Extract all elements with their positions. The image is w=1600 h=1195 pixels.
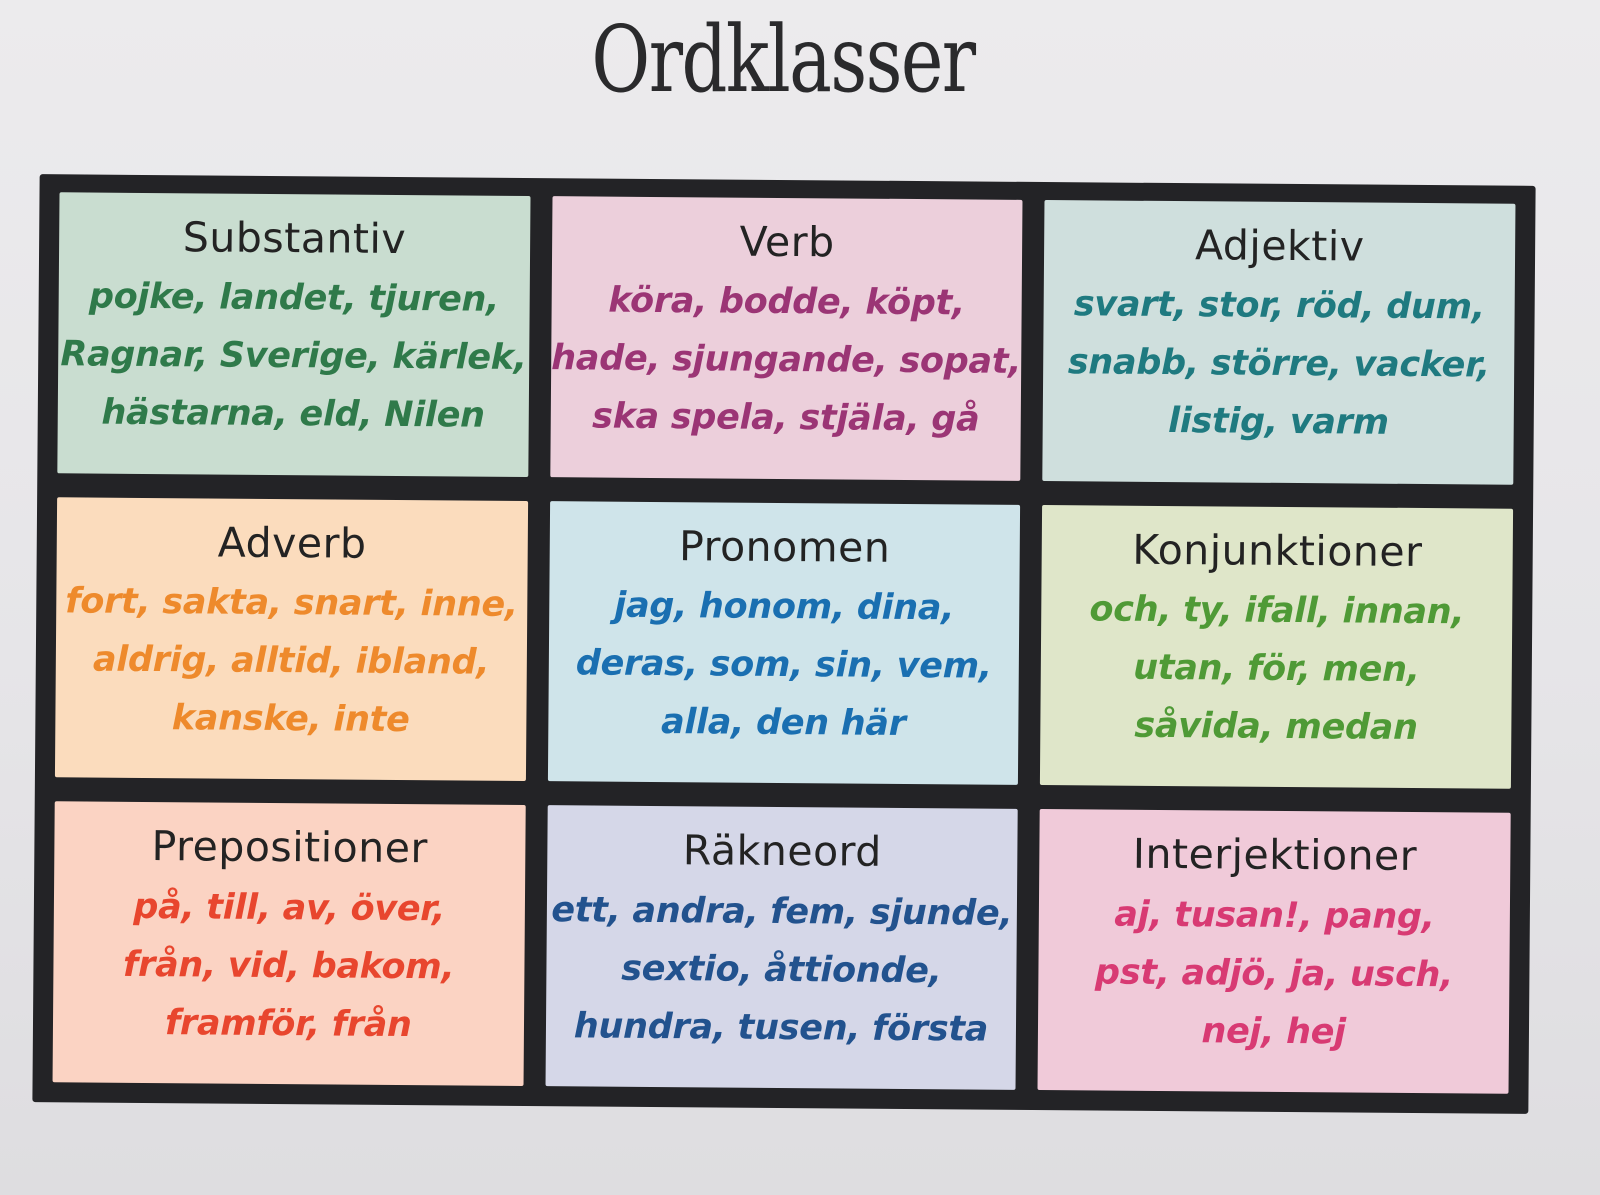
cell-heading: Konjunktioner bbox=[1132, 525, 1423, 576]
example-line: hade, sjungande, sopat, bbox=[551, 338, 1022, 383]
cell-substantiv bbox=[57, 192, 530, 476]
example-line: pst, adjö, ja, usch, bbox=[1094, 951, 1454, 995]
cell-heading: Substantiv bbox=[182, 213, 407, 264]
example-line: på, till, av, över, bbox=[133, 886, 446, 929]
example-line: sextio, åttionde, bbox=[621, 948, 942, 991]
example-line: och, ty, ifall, innan, bbox=[1089, 589, 1465, 633]
example-line: alla, den här bbox=[660, 701, 906, 744]
cell-interjektioner bbox=[1038, 809, 1511, 1093]
example-line: pojke, landet, tjuren, bbox=[88, 276, 500, 320]
example-line: aj, tusan!, pang, bbox=[1114, 894, 1435, 937]
cell-pronomen bbox=[548, 501, 1021, 785]
example-line: listig, varm bbox=[1167, 401, 1389, 443]
cell-verb bbox=[550, 196, 1023, 480]
example-line: såvida, medan bbox=[1134, 705, 1418, 748]
word-class-grid bbox=[53, 192, 1516, 1093]
example-line: deras, som, sin, vem, bbox=[575, 643, 993, 687]
example-line: ett, andra, fem, sjunde, bbox=[551, 889, 1013, 934]
cell-rakneord bbox=[545, 805, 1018, 1089]
cell-heading: Räkneord bbox=[682, 826, 883, 877]
example-line: utan, för, men, bbox=[1133, 647, 1420, 690]
example-line: nej, hej bbox=[1201, 1010, 1346, 1052]
word-class-board bbox=[32, 174, 1535, 1114]
example-line: från, vid, bakom, bbox=[122, 944, 455, 987]
example-line: svart, stor, röd, dum, bbox=[1073, 284, 1485, 328]
cell-heading: Prepositioner bbox=[151, 822, 428, 873]
cell-adjektiv bbox=[1043, 200, 1516, 484]
example-line: köra, bodde, köpt, bbox=[608, 280, 966, 324]
example-line: fort, sakta, snart, inne, bbox=[65, 581, 519, 625]
cell-adverb bbox=[55, 497, 528, 781]
example-line: framför, från bbox=[164, 1002, 412, 1045]
example-line: snabb, större, vacker, bbox=[1067, 342, 1491, 386]
cell-heading: Adjektiv bbox=[1194, 221, 1365, 271]
cell-heading: Verb bbox=[739, 217, 835, 267]
example-line: aldrig, alltid, ibland, bbox=[92, 639, 490, 683]
page-title: Ordklasser bbox=[591, 6, 975, 113]
cell-konjunktioner bbox=[1040, 505, 1513, 789]
example-line: jag, honom, dina, bbox=[614, 585, 955, 629]
cell-prepositioner bbox=[53, 802, 526, 1086]
cell-heading: Interjektioner bbox=[1132, 830, 1418, 881]
cell-heading: Adverb bbox=[217, 518, 367, 568]
example-line: hundra, tusen, första bbox=[573, 1005, 989, 1050]
example-line: ska spela, stjäla, gå bbox=[591, 396, 980, 440]
example-line: Ragnar, Sverige, kärlek, bbox=[60, 334, 527, 379]
example-line: hästarna, eld, Nilen bbox=[101, 392, 485, 436]
example-line: kanske, inte bbox=[171, 698, 410, 740]
cell-heading: Pronomen bbox=[678, 521, 891, 572]
